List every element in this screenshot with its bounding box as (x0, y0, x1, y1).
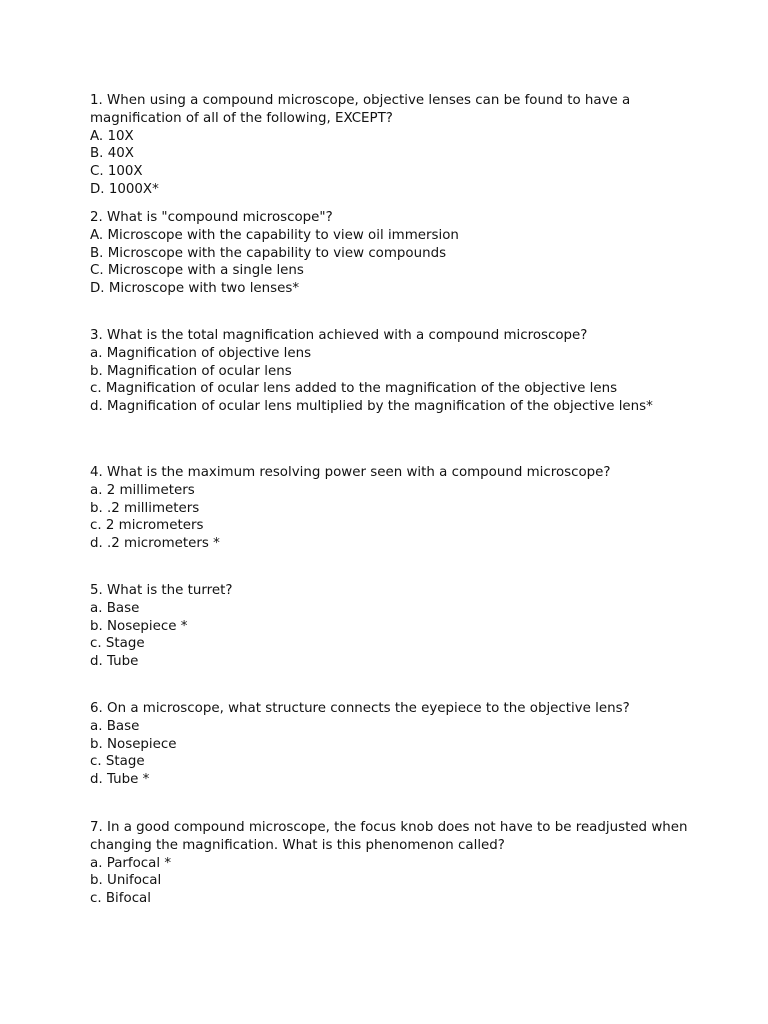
question-1 (90, 92, 690, 199)
answer-option: A. 10X (90, 128, 134, 144)
answer-option: a. 2 millimeters (90, 482, 195, 498)
answer-option: b. Nosepiece * (90, 618, 188, 634)
question-5 (90, 582, 232, 671)
question-stem: 2. What is "compound microscope"? (90, 210, 333, 225)
answer-option: c. Magnification of ocular lens added to the magnification of the objective lens (90, 381, 618, 397)
question-stem: 6. On a microscope, what structure connects the eyepiece to the objective lens? (90, 701, 630, 716)
answer-option: a. Base (90, 718, 140, 734)
question-stem: 4. What is the maximum resolving power seen with a compound microscope? (90, 465, 611, 480)
question-4 (90, 464, 611, 553)
answer-option: C. 100X (90, 164, 143, 180)
question-stem: 7. In a good compound microscope, the focus knob does not have to be readjusted when changing the magnification. What is this phenomenon called? (90, 820, 688, 853)
answer-option: D. Microscope with two lenses* (90, 281, 300, 297)
answer-option: C. Microscope with a single lens (90, 263, 304, 279)
answer-option: d. .2 micrometers * (90, 536, 220, 552)
answer-option: b. Nosepiece (90, 736, 177, 752)
answer-option: A. Microscope with the capability to view oil immersion (90, 227, 459, 243)
question-stem: 5. What is the turret? (90, 583, 233, 598)
question-stem: 3. What is the total magnification achieved with a compound microscope? (90, 328, 588, 343)
answer-option: B. 40X (90, 146, 134, 162)
answer-option: a. Base (90, 600, 140, 616)
answer-option: d. Tube (90, 654, 139, 670)
answer-option: d. Tube * (90, 772, 150, 788)
answer-option: B. Microscope with the capability to view compounds (90, 245, 447, 261)
answer-option: b. Magnification of ocular lens (90, 363, 292, 379)
answer-option: c. Stage (90, 754, 145, 770)
answer-option: c. 2 micrometers (90, 518, 204, 534)
answer-option: b. Unifocal (90, 873, 162, 889)
answer-option: c. Bifocal (90, 891, 151, 907)
answer-option: c. Stage (90, 636, 145, 652)
answer-option: a. Magnification of objective lens (90, 345, 312, 361)
question-3 (90, 327, 653, 416)
answer-option: D. 1000X* (90, 181, 159, 197)
question-stem: 1. When using a compound microscope, objective lenses can be found to have a magnification of all of the following, EXCEPT? (90, 93, 631, 126)
answer-option: a. Parfocal * (90, 855, 172, 871)
question-6 (90, 700, 630, 789)
question-2 (90, 209, 459, 298)
answer-option: b. .2 millimeters (90, 500, 200, 516)
question-7 (90, 819, 690, 908)
answer-option: d. Magnification of ocular lens multiplied by the magnification of the objective lens* (90, 399, 653, 415)
